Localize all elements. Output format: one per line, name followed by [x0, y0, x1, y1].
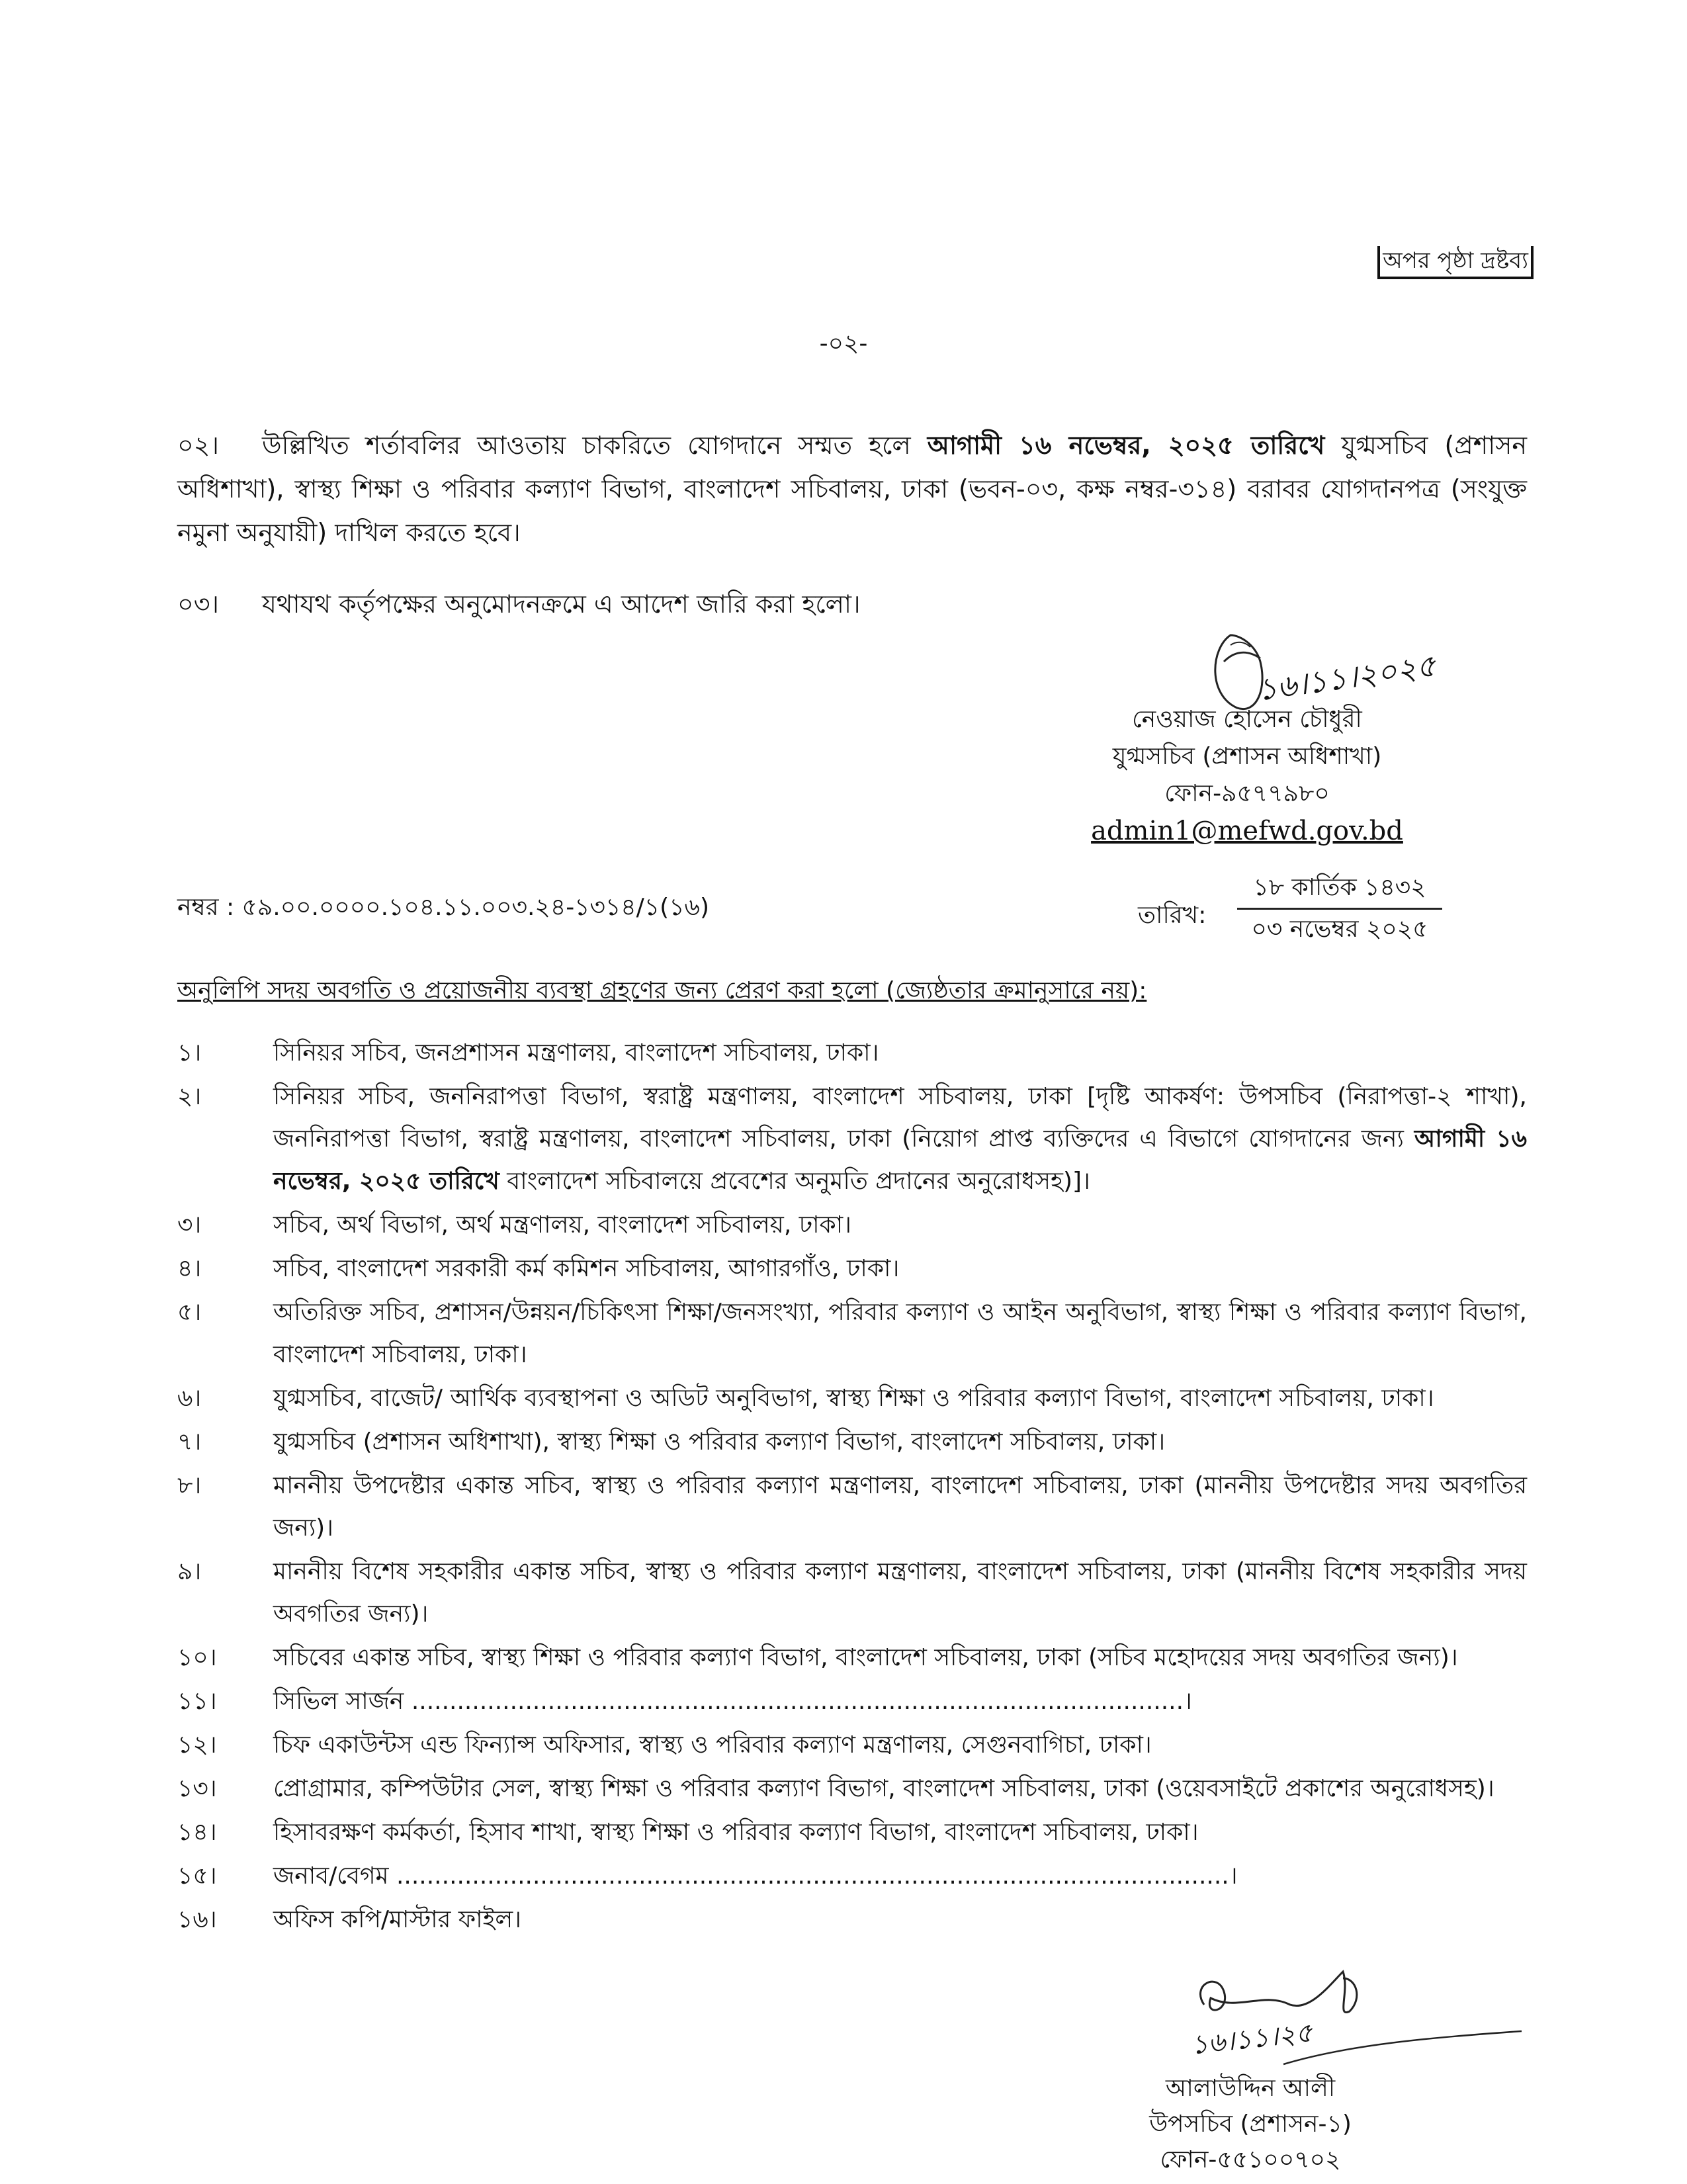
reference-label: নম্বর : [177, 894, 235, 921]
copy-list-item-text-part: সিনিয়র সচিব, জনপ্রশাসন মন্ত্রণালয়, বাংলাদেশ সচিবালয়, ঢাকা। [273, 1039, 879, 1067]
copy-list-item-text [273, 1465, 1527, 1550]
reference-number [177, 889, 709, 929]
copy-list-item [177, 1465, 1527, 1550]
copy-list-item-text [273, 1768, 1527, 1810]
paragraph-bold-date: আগামী ১৬ নভেম্বর, ২০২৫ তারিখে [927, 431, 1325, 460]
paragraph-03 [177, 582, 1527, 626]
copy-list-item-number: ৮। [177, 1472, 202, 1499]
copy-list-item [177, 1637, 1527, 1679]
copy-list-item-text [273, 1248, 1527, 1290]
copy-list-item-text-part: মাননীয় উপদেষ্টার একান্ত সচিব, স্বাস্থ্য ও পরিবার কল্যাণ মন্ত্রণালয়, বাংলাদেশ সচিবালয়, ঢাকা (মাননীয় উপদেষ্টার সদয় অবগতির জন্য)। [273, 1472, 1527, 1542]
paragraph-text: উল্লিখিত শর্তাবলির আওতায় চাকরিতে যোগদানে সম্মত হলে [262, 431, 928, 460]
copy-list-item [177, 1681, 1527, 1723]
copy-list-item-text-part: সিনিয়র সচিব, জননিরাপত্তা বিভাগ, স্বরাষ্ট্র মন্ত্রণালয়, বাংলাদেশ সচিবালয়, ঢাকা [দৃষ্টি আকর্ষণ: উপসচিব (নিরাপত্তা-২ শাখা), জননিরাপত্তা বিভাগ, স্বরাষ্ট্র মন্ত্রণালয়, বাংলাদেশ সচিবালয়, ঢাকা (নিয়োগ প্রাপ্ত ব্যক্তিদের এ বিভাগে যোগদানের জন্য [273, 1083, 1527, 1153]
signature-2-date: ১৬।১১।২৫ [1189, 2017, 1315, 2061]
copy-list-item-text [273, 1551, 1527, 1636]
copy-list-item-text-part: যুগ্মসচিব (প্রশাসন অধিশাখা), স্বাস্থ্য শিক্ষা ও পরিবার কল্যাণ বিভাগ, বাংলাদেশ সচিবালয়, ঢাকা। [273, 1428, 1166, 1456]
paragraph-number: ০৩। [177, 590, 220, 619]
signatory-1-block [1032, 701, 1462, 850]
signatory-1-name: নেওয়াজ হোসেন চৌধুরী [1132, 706, 1362, 733]
copy-list-item-text-part: যুগ্মসচিব, বাজেট/ আর্থিক ব্যবস্থাপনা ও অডিট অনুবিভাগ, স্বাস্থ্য শিক্ষা ও পরিবার কল্যাণ বিভাগ, বাংলাদেশ সচিবালয়, ঢাকা। [273, 1385, 1434, 1412]
copy-list-item-text-part: সিভিল সার্জন ......................................................................................................। [273, 1688, 1192, 1715]
copy-list-item-text [273, 1377, 1527, 1420]
copy-list-item [177, 1032, 1527, 1074]
copy-list-item-text-part: মাননীয় বিশেষ সহকারীর একান্ত সচিব, স্বাস্থ্য ও পরিবার কল্যাণ মন্ত্রণালয়, বাংলাদেশ সচিবালয়, ঢাকা (মাননীয় বিশেষ সহকারীর সদয় অবগতির জন্য)। [273, 1558, 1527, 1628]
copy-list-item-text [273, 1076, 1527, 1203]
copy-list-item-text-part: সচিবের একান্ত সচিব, স্বাস্থ্য শিক্ষা ও পরিবার কল্যাণ বিভাগ, বাংলাদেশ সচিবালয়, ঢাকা (সচিব মহোদয়ের সদয় অবগতির জন্য)। [273, 1644, 1458, 1671]
copy-list-item-number: ১০। [177, 1644, 217, 1671]
copy-list-item-text-part: অতিরিক্ত সচিব, প্রশাসন/উন্নয়ন/চিকিৎসা শিক্ষা/জনসংখ্যা, পরিবার কল্যাণ ও আইন অনুবিভাগ, স্বাস্থ্য শিক্ষা ও পরিবার কল্যাণ বিভাগ, বাংলাদেশ সচিবালয়, ঢাকা। [273, 1299, 1527, 1368]
copy-list-item-text-part: সচিব, বাংলাদেশ সরকারী কর্ম কমিশন সচিবালয়, আগারগাঁও, ঢাকা। [273, 1255, 900, 1282]
copy-list-item-number: ৪। [177, 1255, 202, 1282]
copy-list-item-text-part: চিফ একাউন্টস এন্ড ফিন্যান্স অফিসার, স্বাস্থ্য ও পরিবার কল্যাণ মন্ত্রণালয়, সেগুনবাগিচা, ঢাকা। [273, 1731, 1152, 1759]
copy-list-item-text-part: সচিব, অর্থ বিভাগ, অর্থ মন্ত্রণালয়, বাংলাদেশ সচিবালয়, ঢাকা। [273, 1211, 852, 1239]
signatory-1-designation: যুগ্মসচিব (প্রশাসন অধিশাখা) [1112, 743, 1382, 770]
signatory-2-designation: উপসচিব (প্রশাসন-১) [1149, 2111, 1352, 2138]
copy-list-item [177, 1812, 1527, 1854]
copy-list-item-number: ৭। [177, 1428, 202, 1456]
copy-list-item-bold-part: আগামী ১৬ নভেম্বর, ২০২৫ তারিখে [273, 1125, 1527, 1195]
copy-list-item-text [273, 1204, 1527, 1246]
copy-list-item-number: ১১। [177, 1688, 217, 1715]
reference-value: ৫৯.০০.০০০০.১০৪.১১.০০৩.২৪-১৩১৪/১(১৬) [241, 894, 710, 921]
copy-list-item-number: ১। [177, 1039, 202, 1067]
copy-list-item-text [273, 1637, 1527, 1679]
copy-list-item-number: ১৫। [177, 1862, 217, 1890]
copy-list-item [177, 1899, 1527, 1941]
date-bangla: ১৮ কার্তিক ১৪৩২ [1253, 874, 1426, 901]
copy-list-item-number: ১৪। [177, 1819, 217, 1846]
copy-list-item [177, 1076, 1527, 1203]
copy-list-item-number: ২। [177, 1083, 202, 1110]
copy-list-item [177, 1421, 1527, 1463]
copy-list-item [177, 1291, 1527, 1376]
copy-list-item-number: ১২। [177, 1731, 217, 1759]
copy-list-item-number: ১৬। [177, 1906, 217, 1933]
paragraph-text: যথাযথ কর্তৃপক্ষের অনুমোদনক্রমে এ আদেশ জারি করা হলো। [262, 590, 861, 619]
copy-list-item [177, 1377, 1527, 1420]
copy-list-item-text [273, 1812, 1527, 1854]
copy-list-item [177, 1855, 1527, 1898]
copy-list-item-text [273, 1032, 1527, 1074]
date-gregorian: ০৩ নভেম্বর ২০২৫ [1251, 916, 1428, 943]
signatory-2-phone: ফোন-৫৫১০০৭০২ [1160, 2146, 1341, 2173]
paragraph-02 [177, 423, 1527, 554]
copy-list-item [177, 1551, 1527, 1636]
signature-1-date: ১৬।১১।২০২৫ [1255, 647, 1438, 708]
see-next-page-text: অপর পৃষ্ঠা দ্রষ্টব্য [1383, 247, 1528, 274]
signatory-2-name: আলাউদ্দিন আলী [1165, 2075, 1336, 2102]
paragraph-number: ০২। [177, 431, 220, 460]
see-next-page-note [1377, 246, 1534, 279]
copy-list-item [177, 1204, 1527, 1246]
copy-list-item [177, 1248, 1527, 1290]
copy-list-item-number: ৩। [177, 1211, 202, 1239]
copy-list-item [177, 1768, 1527, 1810]
copy-list-item-text-part: প্রোগ্রামার, কম্পিউটার সেল, স্বাস্থ্য শিক্ষা ও পরিবার কল্যাণ বিভাগ, বাংলাদেশ সচিবালয়, ঢাকা (ওয়েবসাইটে প্রকাশের অনুরোধসহ)। [273, 1775, 1494, 1802]
signatory-1-phone: ফোন-৯৫৭৭৯৮০ [1164, 780, 1330, 807]
copy-list-item-number: ৯। [177, 1558, 202, 1585]
copy-list-item-text [273, 1855, 1527, 1898]
signatory-2-block [1098, 2071, 1403, 2178]
copy-list-item-number: ৫। [177, 1299, 202, 1326]
date-divider [1237, 908, 1442, 910]
copy-list-item-text-part: বাংলাদেশ সচিবালয়ে প্রবেশের অনুমতি প্রদানের অনুরোধসহ)]। [499, 1168, 1090, 1195]
date-label: তারিখ: [1138, 902, 1207, 929]
copy-list-item-text [273, 1421, 1527, 1463]
copy-list-item-text [273, 1724, 1527, 1767]
copy-list-item-text-part: অফিস কপি/মাস্টার ফাইল। [273, 1906, 522, 1933]
page-number: -০২- [819, 330, 868, 357]
signatory-1-email[interactable]: admin1@mefwd.gov.bd [1091, 816, 1403, 846]
copy-list-item-number: ৬। [177, 1385, 202, 1412]
copy-list-item-text-part: হিসাবরক্ষণ কর্মকর্তা, হিসাব শাখা, স্বাস্থ্য শিক্ষা ও পরিবার কল্যাণ বিভাগ, বাংলাদেশ সচিবালয়, ঢাকা। [273, 1819, 1199, 1846]
copy-list-item-number: ১৩। [177, 1775, 217, 1802]
copy-list-item [177, 1724, 1527, 1767]
copy-list-item-text [273, 1681, 1527, 1723]
copy-list-heading: অনুলিপি সদয় অবগতি ও প্রয়োজনীয় ব্যবস্থা গ্রহণের জন্য প্রেরণ করা হলো (জ্যেষ্ঠতার ক্রমানুসারে নয়): [177, 977, 1147, 1004]
paragraph-text-cont: যুগ্মসচিব (প্রশাসন অধিশাখা), স্বাস্থ্য শিক্ষা ও পরিবার কল্যাণ বিভাগ, বাংলাদেশ সচিবালয়, ঢাকা (ভবন-০৩, কক্ষ নম্বর-৩১৪) বরাবর যোগদানপত্র (সংযুক্ত নমুনা অনুযায়ী) দাখিল করতে হবে। [177, 431, 1527, 547]
copy-list-item-text [273, 1291, 1527, 1376]
copy-list [177, 1032, 1527, 1943]
copy-list-item-text-part: জনাব/বেগম ..............................................................................................................। [273, 1862, 1238, 1890]
copy-list-item-text [273, 1899, 1527, 1941]
